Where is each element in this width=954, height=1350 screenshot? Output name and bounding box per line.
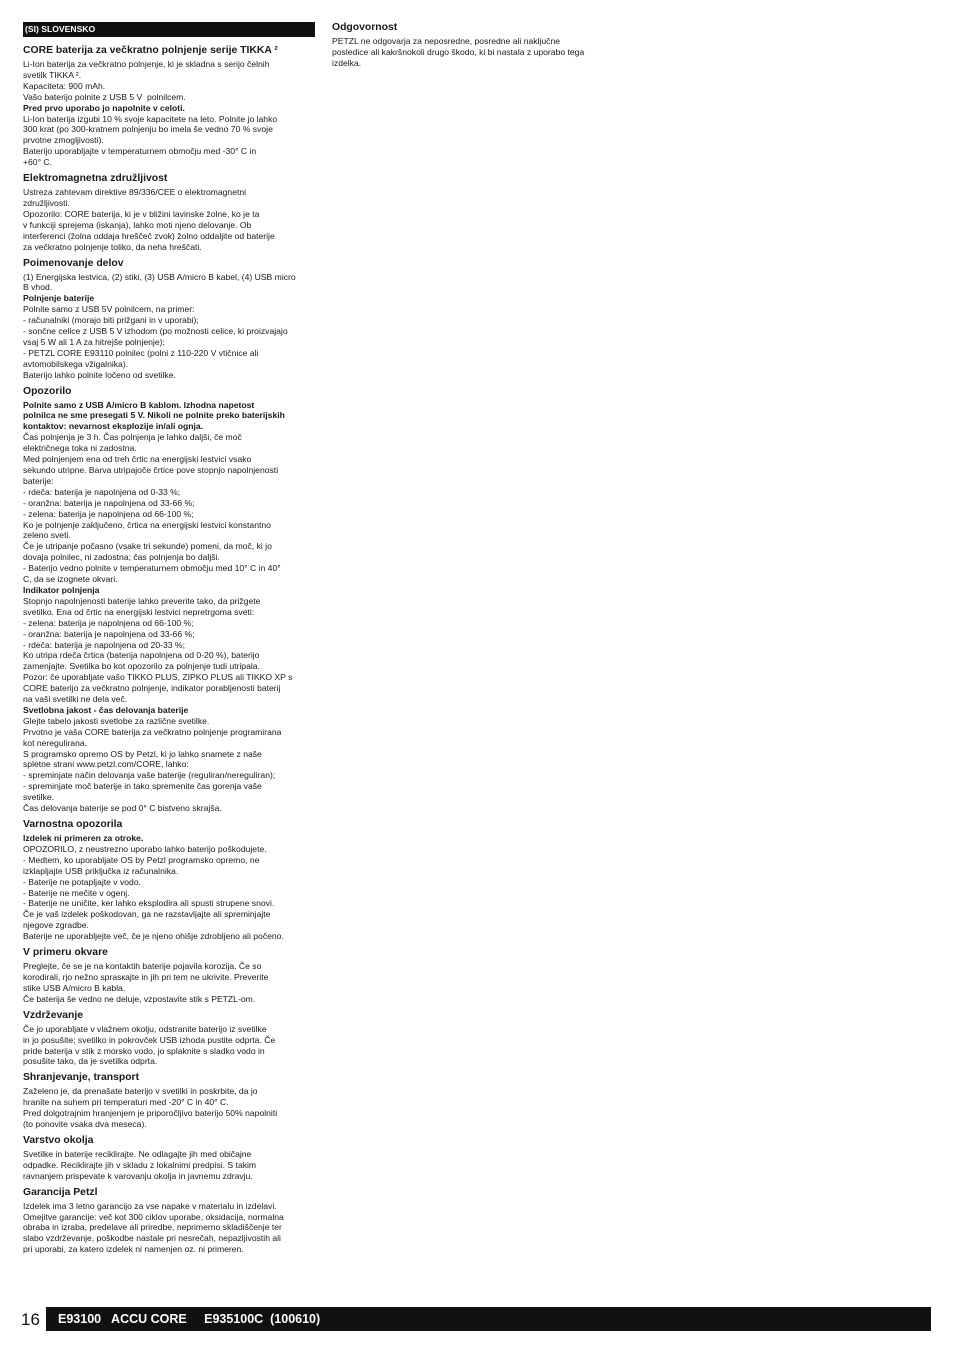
right-sections [332, 22, 622, 69]
text-line: baterije: [23, 475, 54, 486]
footer-bar [46, 1307, 931, 1331]
text-line: odpadke. Reciklirajte jih v skladu z lokalnimi predpisi. S takim [23, 1159, 257, 1170]
subheading-line: Polnite samo z USB A/micro B kablom. Izhodna napetost [23, 399, 255, 410]
text-line: - Baterijo vedno polnite v temperaturnem območju med 10° C in 40° [23, 563, 281, 574]
text-line: Prvotno je vaša CORE baterija za večkratno polnjenje programirana [23, 726, 282, 737]
section-title: Varstvo okolja [23, 1134, 94, 1146]
text-line: - Baterije ne uničite, ker lahko eksplodira ali spusti strupene snovi. [23, 898, 275, 909]
text-line: Če je utripanje počasno (vsake tri sekunde) pomeni, da moč, ki jo [23, 541, 272, 552]
text-line: +60° C. [23, 157, 52, 168]
text-line: B vhod. [23, 282, 53, 293]
text-line: - zelena: baterija je napolnjena od 66-100 %; [23, 508, 194, 519]
section [23, 173, 315, 252]
text-line: Stopnjo napolnjenosti baterije lahko preverite tako, da prižgete [23, 595, 261, 606]
text-line: C, da se izognete okvari. [23, 574, 118, 585]
text-line: Pozor: če uporabljate vašo TIKKO PLUS, ZIPKO PLUS ali TIKKO XP s [23, 672, 293, 683]
text-line: - sončne celice z USB 5 V izhodom (po možnosti celice, ki proizvajajo [23, 326, 288, 337]
text-line: korodirali, rjo nežno sprasкajte in jih pri tem ne ukrivite. Preverite [23, 971, 269, 982]
subheading-line: Svetlobna jakost - čas delovanja baterije [23, 704, 189, 715]
text-line: pride baterija v stik z morsko vodo, jo splaknite s sladko vodo in [23, 1045, 265, 1056]
text-line: - računalniki (morajo biti prižgani in v uporabi); [23, 315, 199, 326]
text-line: Opozorilo: CORE baterija, ki je v bližini lavinske žolne, ko je ta [23, 208, 260, 219]
text-line: - Baterije ne potapljajte v vodo. [23, 876, 141, 887]
language-heading: (SI) SLOVENSKO [23, 22, 315, 37]
section-title: Vzdrževanje [23, 1009, 84, 1021]
text-line: - oranžna: baterija je napolnjena od 33-66 %; [23, 497, 195, 508]
text-line: 300 krat (po 300-kratnem polnjenju bo imela še vedno 70 % svoje [23, 124, 273, 135]
text-line: (to ponovite vsaka dva meseca). [23, 1119, 147, 1130]
subheading-line: Indikator polnjenja [23, 584, 100, 595]
section [23, 1072, 315, 1130]
section [23, 1135, 315, 1182]
page-number: 16 [21, 1310, 40, 1329]
text-line: v funkciji sprejema (iskanja), lahko moti njeno delovanje. Ob [23, 219, 252, 230]
text-line: S programsko opremo OS by Petzl, ki jo lahko snamete z naše [23, 748, 262, 759]
text-line: vsaj 5 W ali 1 A za hitrejše polnjenje); [23, 336, 165, 347]
subheading-line: Izdelek ni primeren za otroke. [23, 833, 144, 843]
text-line: hranite na suhem pri temperaturi med -20° C in 40° C. [23, 1097, 229, 1108]
text-line: Zaželeno je, da prenašate baterijo v svetilki in poskrbite, da jo [23, 1086, 258, 1097]
text-line: spletne strani www.petzl.com/CORE, lahko: [23, 759, 189, 770]
text-line: Med polnjenjem ena od treh črtic na energijski lestvici vsako [23, 454, 252, 465]
text-line: Glejte tabelo jakosti svetlobe za različne svetilke. [23, 715, 210, 726]
section [332, 22, 622, 69]
section [23, 1010, 315, 1068]
left-sections [23, 45, 315, 1255]
right-column [332, 22, 622, 74]
text-line: izklapljajte USB priključka iz računalnika. [23, 865, 179, 876]
text-line: Li-Ion baterija za večkratno polnjenje, ki je skladna s serijo čelnih [23, 59, 270, 69]
subheading-line: Polnjenje baterije [23, 293, 95, 304]
text-line: pri uporabi, za katero izdelek ni namenjen oz. ni primeren. [23, 1244, 244, 1255]
text-line: Li-Ion baterija izgubi 10 % svoje kapacitete na leto. Polnite jo lahko [23, 113, 278, 124]
section [23, 1187, 315, 1256]
text-line: - spreminjate moč baterije in tako spremenite čas gorenja vaše [23, 781, 262, 792]
text-line: - Medtem, ko uporabljate OS by Petzl programsko opremo, ne [23, 854, 260, 865]
text-line: Baterije ne uporabljejte več, če je njeno ohišje zdrobljeno ali počeno. [23, 931, 284, 942]
text-line: Vašo baterijo polnite z USB 5 V polnilcem. [23, 91, 186, 102]
text-line: - rdeča: baterija je napolnjena od 20-33 %; [23, 639, 185, 650]
text-line: svetilke. [23, 792, 55, 803]
text-line: slabo vzdrževanje, poškodbe nastale pri nesrečah, nepazljivostih ali [23, 1233, 281, 1244]
text-line: (1) Energijska lestvica, (2) stiki, (3) USB A/micro B kabel, (4) USB micro [23, 271, 296, 282]
text-line: - zelena: baterija je napolnjena od 66-100 %; [23, 617, 194, 628]
text-line: Baterijo lahko polnite ločeno od svetilke. [23, 369, 176, 380]
text-line: svetilko. Ena od črtic na energijski lestvici nepretrgoma sveti: [23, 606, 255, 617]
text-line: ravnanjem prispevate k varovanju okolja in javnemu zdravju. [23, 1170, 253, 1181]
text-line: Ko je polnjenje zaključeno, črtica na energijski lestvici konstantno [23, 519, 271, 530]
text-line: zamenjajte. Svetilka bo kot opozorilo za polnjenje tudi utripala. [23, 661, 260, 672]
text-line: posušite tako, da je svetilka odprta. [23, 1056, 158, 1067]
text-line: na vaši svetilki ne dela več. [23, 694, 128, 705]
text-line: Če baterija še vedno ne deluje, vzpostavite stik s PETZL-om. [23, 993, 256, 1004]
text-line: - rdeča: baterija je napolnjena od 0-33 %; [23, 486, 181, 497]
text-line: stike USB A/micro B kabla. [23, 982, 126, 993]
text-line: dovaja polnilec, ni zadostna; čas polnjenja bo daljši. [23, 552, 220, 563]
text-line: - spreminjate način delovanja vaše baterije (reguliran/nereguliran); [23, 770, 276, 781]
text-line: prvotne zmogljivosti). [23, 135, 104, 146]
text-line: CORE baterijo za večkratno polnjenje, indikator porabljenosti baterij [23, 683, 281, 694]
section-title: Elektromagnetna združljivost [23, 173, 168, 185]
text-line: kot neregulirana. [23, 737, 88, 748]
section-title: Varnostna opozorila [23, 819, 123, 830]
text-line: njegove zgradbe. [23, 920, 89, 931]
text-line: Pred dolgotrajnim hranjenjem je priporočljivo baterijo 50% napolniti [23, 1108, 278, 1119]
footer-product-code: E93100 ACCU CORE E935100C (100610) [58, 1312, 321, 1326]
subheading-line: polnilca ne sme presegati 5 V. Nikoli ne polnite preko baterijskih [23, 410, 285, 421]
text-line: Svetilke in baterije reciklirajte. Ne odlagajte jih med običajne [23, 1148, 252, 1159]
text-line: Omejitve garancije: več kot 300 ciklov uporabe, oksidacija, normalna [23, 1211, 284, 1222]
text-line: Kapaciteta: 900 mAh. [23, 80, 106, 91]
section-title: Odgovornost [332, 22, 398, 33]
text-line: Ustreza zahtevam direktive 89/336/CEE o elektromagnetni [23, 187, 247, 198]
text-line: Če je vaš izdelek poškodovan, ga ne razstavljajte ali spreminjajte [23, 909, 271, 920]
text-line: posledice ali kakršnokoli drugo škodo, ki bi nastala z uporabo tega [332, 46, 585, 57]
text-line: - PETZL CORE E93110 polnilec (polni z 110-220 V vtičnice ali [23, 347, 259, 358]
text-line: avtomobilskega vžigalnika). [23, 358, 129, 369]
text-line: Baterijo uporabljajte v temperaturnem območju med -30° C in [23, 146, 257, 157]
text-line: Ko utripa rdeča črtica (baterija napolnjena od 0-20 %), baterijo [23, 650, 260, 661]
text-line: združljivosti. [23, 197, 70, 208]
section-title: Poimenovanje delov [23, 257, 124, 269]
text-line: izdelka. [332, 57, 362, 68]
text-line: interferenci (žolna oddaja hreščeč zvok) žolno oddaljite od baterije [23, 230, 275, 241]
section [23, 45, 315, 168]
section [23, 947, 315, 1005]
text-line: električnega toka ni zadostna. [23, 443, 137, 454]
text-line: zeleno sveti. [23, 530, 71, 541]
text-line: - Baterije ne mečite v ogenj. [23, 887, 130, 898]
text-line: Če jo uporabljate v vlažnem okolju, odstranite baterijo iz svetilke [23, 1023, 267, 1034]
section [23, 386, 315, 814]
section [23, 819, 315, 942]
text-line: Čas delovanja baterije se pod 0° C bistveno skrajša. [23, 803, 222, 814]
subheading-line: Pred prvo uporabo jo napolnite v celoti. [23, 102, 185, 113]
text-line: - oranžna: baterija je napolnjena od 33-66 %; [23, 628, 195, 639]
text-line: obraba in izraba, predelave ali priredbe, neprimerno skladiščenje ter [23, 1222, 282, 1233]
text-line: Preglejte, če se je na kontaktih baterije pojavila korozija. Če so [23, 961, 262, 972]
section [23, 258, 315, 381]
section-title: CORE baterija za večkratno polnjenje serije TIKKA ² [23, 45, 278, 56]
text-line: in jo posušite; svetilko in pokrovček USB izhoda pustite odprta. Če [23, 1034, 276, 1045]
text-line: Izdelek ima 3 letno garancijo za vse napake v materialu in izdelavi. [23, 1200, 277, 1211]
text-line: sekundo utripne. Barva utripajoče črtice pove stopnjo napolnjenosti [23, 465, 279, 475]
text-line: Čas polnjenja je 3 h. Čas polnjenja je lahko daljši, če moč [23, 432, 242, 443]
subheading-line: kontaktov: nevarnost eksplozije in/ali ognja. [23, 421, 204, 432]
text-line: OPOZORILO, z neustrezno uporabo lahko baterijo poškodujete. [23, 843, 267, 854]
section-title: Opozorilo [23, 385, 72, 397]
left-column [23, 22, 315, 1260]
text-line: Polnite samo z USB 5V polnilcem, na primer: [23, 304, 195, 315]
section-title: V primeru okvare [23, 947, 108, 959]
text-line: PETZL ne odgovarja za neposredne, posredne ali naključne [332, 36, 561, 46]
section-title: Garancija Petzl [23, 1186, 98, 1198]
section-title: Shranjevanje, transport [23, 1072, 140, 1084]
text-line: za večkratno polnjenje toliko, da neha hreščati. [23, 241, 202, 252]
text-line: svetilk TIKKA ². [23, 69, 82, 80]
